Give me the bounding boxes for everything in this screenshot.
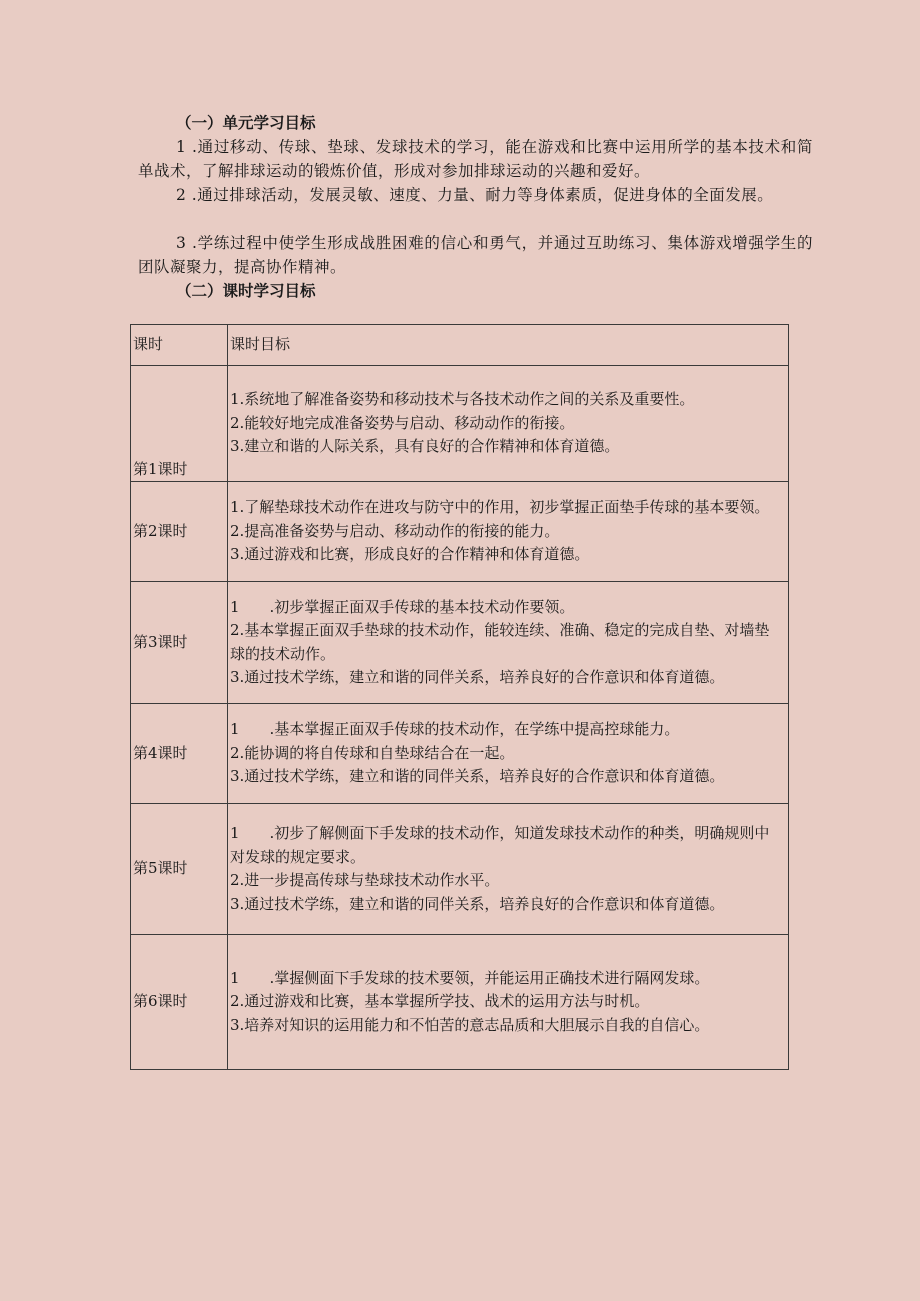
section1-paragraph-2: 2 .通过排球活动，发展灵敏、速度、力量、耐力等身体素质，促进身体的全面发展。 <box>176 186 774 204</box>
goals-cell <box>228 935 789 1070</box>
goals-text: 1 .初步了解侧面下手发球的技术动作，知道发球技术动作的种类，明确规则中对发球的规定要求。 2.进一步提高传球与垫球技术动作水平。 3.通过技术学练，建立和谐的同伴关系，培养良好的合作意识和体育道德。 <box>230 824 770 913</box>
goals-cell <box>228 804 789 935</box>
table-row <box>131 482 789 582</box>
lesson-cell: 第4课时 <box>131 704 228 804</box>
section2-heading: （二）课时学习目标 <box>176 281 316 300</box>
goals-cell <box>228 482 789 582</box>
lesson-cell: 第1课时 <box>131 366 228 482</box>
goals-cell <box>228 582 789 704</box>
goals-text: 1 .基本掌握正面双手传球的技术动作，在学练中提高控球能力。 2.能协调的将自传球和自垫球结合在一起。 3.通过技术学练，建立和谐的同伴关系，培养良好的合作意识和体育道德。 <box>230 720 725 786</box>
goals-text: 1 .掌握侧面下手发球的技术要领，并能运用正确技术进行隔网发球。 2.通过游戏和比赛，基本掌握所学技、战术的运用方法与时机。 3.培养对知识的运用能力和不怕苦的意志品质和大胆展示自我的自信心。 <box>230 968 710 1034</box>
goals-text: 1.了解垫球技术动作在进攻与防守中的作用，初步掌握正面垫手传球的基本要领。 2.提高准备姿势与启动、移动动作的衔接的能力。 3.通过游戏和比赛，形成良好的合作精神和体育道德。 <box>230 498 770 564</box>
goals-cell <box>228 704 789 804</box>
lesson-cell: 第6课时 <box>131 935 228 1070</box>
table-header-row <box>131 325 789 366</box>
section1-paragraph-3: 3 .学练过程中使学生形成战胜困难的信心和勇气，并通过互助练习、集体游戏增强学生的团队凝聚力，提高协作精神。 <box>138 234 813 276</box>
goals-cell <box>228 366 789 482</box>
header-lesson: 课时 <box>131 325 228 366</box>
section1-paragraph-1: 1 .通过移动、传球、垫球、发球技术的学习，能在游戏和比赛中运用所学的基本技术和简单战术，了解排球运动的锻炼价值，形成对参加排球运动的兴趣和爱好。 <box>138 138 813 180</box>
goals-text: 1 .初步掌握正面双手传球的基本技术动作要领。 2.基本掌握正面双手垫球的技术动作，能较连续、准确、稳定的完成自垫、对墙垫球的技术动作。 3.通过技术学练，建立和谐的同伴关系，培养良好的合作意识和体育道德。 <box>230 597 770 686</box>
lesson-cell: 第2课时 <box>131 482 228 582</box>
header-goals: 课时目标 <box>228 325 789 366</box>
table-row <box>131 582 789 704</box>
goals-text: 1.系统地了解准备姿势和移动技术与各技术动作之间的关系及重要性。 2.能较好地完成准备姿势与启动、移动动作的衔接。 3.建立和谐的人际关系，具有良好的合作精神和体育道德。 <box>230 390 695 456</box>
lesson-goals-table <box>130 324 789 1070</box>
table-row <box>131 366 789 482</box>
table-row <box>131 704 789 804</box>
table-row <box>131 804 789 935</box>
lesson-cell: 第5课时 <box>131 804 228 935</box>
table-row <box>131 935 789 1070</box>
section1-heading: （一）单元学习目标 <box>176 113 316 132</box>
lesson-cell: 第3课时 <box>131 582 228 704</box>
